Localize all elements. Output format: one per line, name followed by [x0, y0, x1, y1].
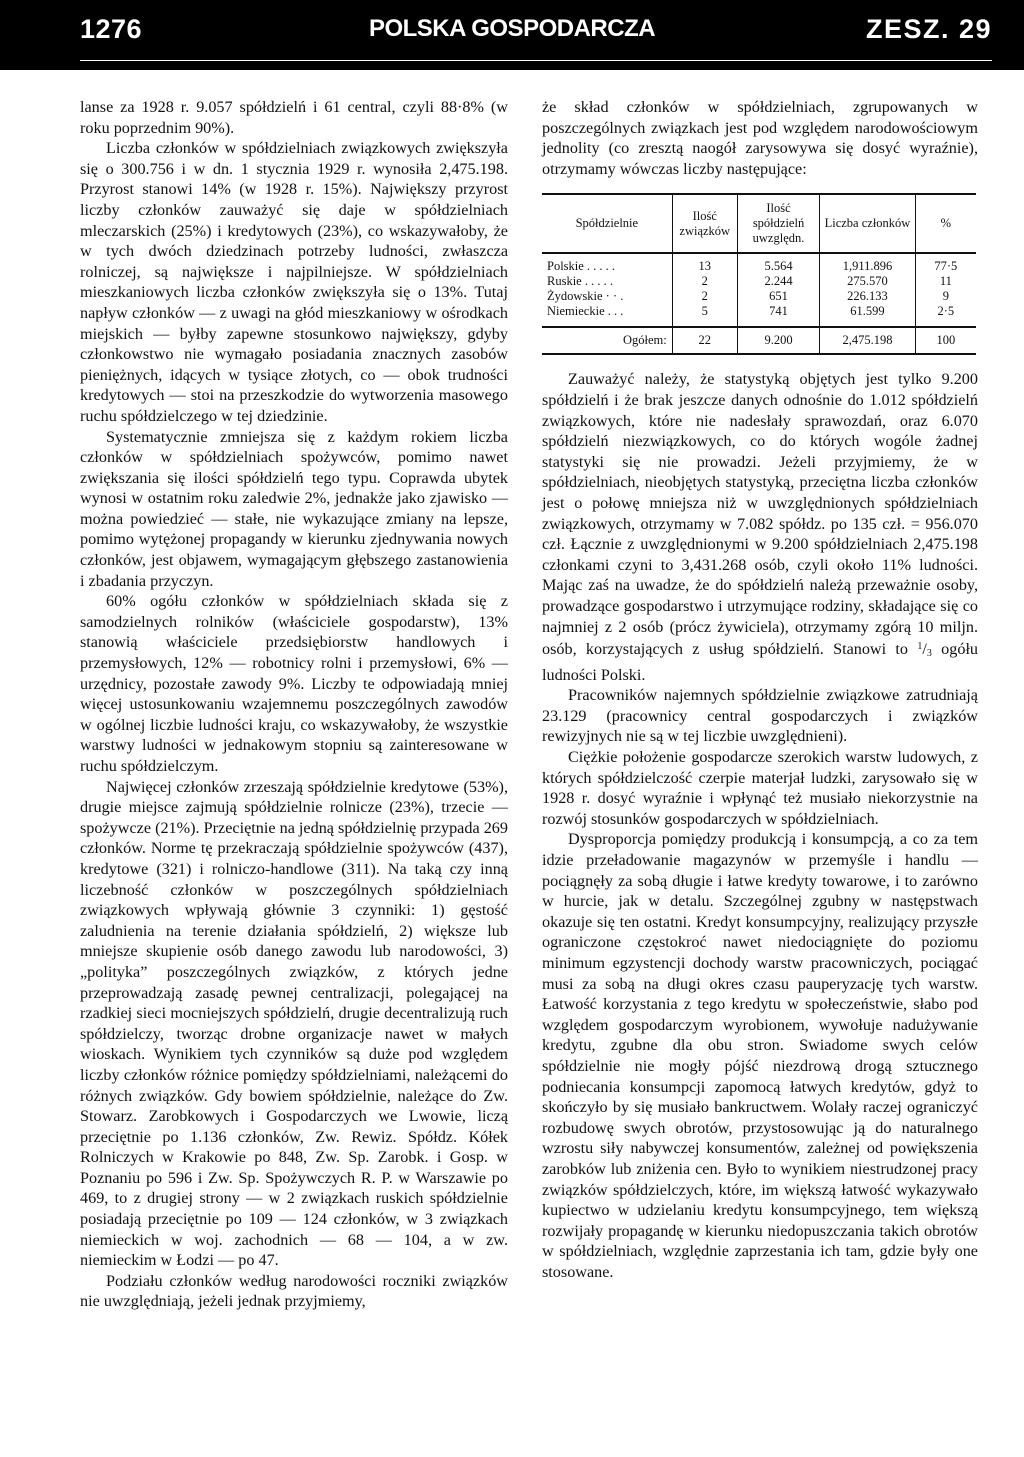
paragraph: Dysproporcja pomiędzy produkcją i konsumpcją, a co za tem idzie przeładowanie magazynów w przemyśle i handlu — pociągnęły za sobą długie i łatwe kredyty towarowe, i to zarówno w hurcie, jak w detalu. Szczególnej zgubny w następstwach okazuje się ten ostatni. Kredyt konsumpcyjny, realizujący przyszłe ograniczone częstokroć nawet niedociągnięte do poziomu minimum egzystencji dochody warstw pracowniczych, pociągać musi za sobą na długi okres czasu pauperyzację tych warstw. Łatwość korzystania z tego kredytu w społeczeństwie, słabo pod względem gospodarczym wyrobionem, wywołuje nadużywanie kredytu, zgubne dla obu stron. Swiadome swych celów spółdzielnie nie mogły pójść niezdrową drogą sztucznego podniecania konsumpcji zapomocą łatwych kredytów, gdyż to skończyło by się musiało bankructwem. Wolały raczej ograniczyć rozbudowę swych obrotów, przystosowując ją do naturalnego wzrostu siły nabywczej konsumentów, zależnej od powiększenia zarobków lub zniżenia cen. Było to wynikiem niestrudzonej pracy związków spółdzielczych, które, im większą łatwość wykazywało kupiectwo w udzielaniu kredytu konsumpcyjnego, tem większą rozwijały propagandę w kierunku niedopuszczania takich obrotów w spółdzielniach, względnie zaprzestania ich tam, gdzie były one stosowane. [542, 830, 978, 1281]
cell-procent: 100 [915, 327, 976, 354]
paragraph: Ciężkie położenie gospodarcze szerokich warstw ludowych, z których spółdzielczość czerpie materjał ludzki, zarysowało się w 1928 r. dosyć wyraźnie i wpłynąć też musiało niekorzystnie na rozwój stosunków gospodarczych w spółdzielniach. [542, 748, 978, 828]
paragraph: lanse za 1928 r. 9.057 spółdzielń i 61 central, czyli 88·8% (w roku poprzednim 90%). [80, 98, 508, 137]
table-row [542, 253, 976, 274]
cell-czlonkowie: 61.599 [820, 304, 915, 327]
paragraph [542, 369, 978, 685]
paragraph: Najwięcej członków zrzeszają spółdzielnie kredytowe (53%), drugie miejsce zajmują spółdzielnie rolnicze (23%), trzecie — spożywcze (21%). Przeciętnie na jedną spółdzielnię przypada 269 członków. Norme tę przekraczają spółdzielnie spożywców (437), kredytowe (321) i rolniczo-handlowe (311). Na taką czy inną liczebność członków w poszczególnych spółdzielniach związkowych wpływają głównie 3 czynniki: 1) gęstość zaludnienia na terenie działania spółdzielń, 2) większe lub mniejsze skupienie osób danego zawodu lub narodowości, 3) „polityka” poszczególnych związków, z których jedne przeprowadzają zasadę pewnej centralizacji, polegającej na rzadkiej sieci mocniejszych spółdzielń, drugie decentralizują ruch spółdzielczy, tworząc drobne organizacje nawet w małych wioskach. Wynikiem tych czynników są duże pod względem liczby członków różnice pomiędzy spółdzielniami, należącemi do różnych związków. Gdy bowiem spółdzielnie, należące do Zw. Stowarz. Zarobkowych i Gospodarczych we Lwowie, liczą przeciętnie po 1.136 członków, Zw. Rewiz. Spółdz. Kółek Rolniczych w Krakowie po 848, Zw. Sp. Zarobk. i Gosp. w Poznaniu po 596 i Zw. Sp. Spożywczych R. P. w Warszawie po 469, to z drugiej strony — w 2 związkach ruskich spółdzielnie posiadają przeciętnie po 109 — 124 członków, w 3 związkach niemieckich w woj. zachodnich — 68 — 104, a w zw. niemieckim w Łodzi — po 47. [80, 777, 508, 1270]
cell-procent: 2·5 [915, 304, 976, 327]
header-rule [80, 60, 992, 61]
cell-zwiazki: 2 [672, 274, 737, 289]
table-row [542, 304, 976, 327]
cell-name: Niemieckie . . . [547, 304, 624, 319]
cell-zwiazki: 13 [672, 253, 737, 274]
cell-zwiazki: 2 [672, 289, 737, 304]
cell-zwiazki: 22 [672, 327, 737, 354]
fraction-numerator: 1 [917, 641, 923, 653]
cell-czlonkowie: 1,911.896 [820, 253, 915, 274]
cell-name: Ruskie . . . . . [547, 274, 613, 289]
cell-czlonkowie: 275.570 [820, 274, 915, 289]
paragraph: 60% ogółu członków w spółdzielniach składa się z samodzielnych rolników (właściciele gospodarstw), 13% stanowią właściciele przedsiębiorstw handlowych i przemysłowych, 12% — robotnicy rolni i przemysłowi, 6% — urzędnicy, pozostałe zawody 9%. Liczby te odpowiadają mniej więcej ustosunkowaniu wzajemnemu poszczególnych zawodów w ogólnej liczbie ludności kraju, co wskazywałoby, że wszystkie warstwy ludności w jednakowym stopniu są zainteresowane w ruchu spółdzielczym. [80, 592, 508, 775]
cell-name: Polskie . . . . . [547, 259, 616, 274]
issue-label: ZESZ. 29 [865, 14, 992, 44]
cell-spoldzielnie: 651 [737, 289, 819, 304]
right-column [542, 97, 978, 1283]
cell-procent: 77·5 [915, 253, 976, 274]
header-procent: % [915, 194, 976, 253]
header-spoldzielnie: Spółdzielnie [542, 194, 672, 253]
cell-spoldzielnie: 2.244 [737, 274, 819, 289]
table-total-row [542, 327, 976, 354]
table-header-row [542, 194, 976, 253]
page-number: 1276 [80, 14, 143, 44]
journal-title: POLSKA GOSPODARCZA [368, 15, 656, 42]
paragraph: że skład członków w spółdzielniach, zgrupowanych w poszczególnych związkach jest pod względem narodowościowym jednolity (co zresztą naogół zarysowywa się dosyć wyraźnie), otrzymamy wówczas liczby następujące: [542, 98, 978, 178]
fraction-denominator: 3 [926, 648, 932, 660]
paragraph-text: Zauważyć należy, że statystyką objętych jest tylko 9.200 spółdzielń i że brak jeszcze danych odnośnie do 1.012 spółdzielń związkowych, które nie nadesłały sprawozdań, oraz 6.070 spółdzielń niezwiązkowych, co do których wogóle żadnej statystyki się nie prowadzi. Jeżeli przyjmiemy, że w spółdzielniach, nieobjętych statystyką, przeciętna liczba członków jest o połowę mniejsza niż w uwzględnionych spółdzielniach związkowych, otrzymamy w 7.082 spółdz. po 135 czł. = 956.070 czł. Łącznie z uwzględnionymi w 9.200 spółdzielniach 2,475.198 członkami czyni to 3,431.268 osób, czyli około 11% ludności. Mając zaś na uwadze, że do spółdzielń należą przeważnie osoby, prowadzące gospodarstwo i utrzymujące rodziny, składające się co najmniej z 2 osób (prócz żywiciela), otrzymamy zgórą 10 miljn. osób, korzystających z usług spółdzielń. Stanowi to [542, 370, 978, 659]
page-header [0, 0, 1024, 70]
cell-total-label: Ogółem: [542, 327, 672, 354]
cell-spoldzielnie: 741 [737, 304, 819, 327]
cell-name: Żydowskie · · . [547, 289, 624, 304]
fraction: $^1$/3 [917, 640, 932, 660]
cell-czlonkowie: 226.133 [820, 289, 915, 304]
cell-spoldzielnie: 9.200 [737, 327, 819, 354]
header-ilosc-zwiazkow: Ilość związków [672, 194, 737, 253]
cell-spoldzielnie: 5.564 [737, 253, 819, 274]
cell-procent: 9 [915, 289, 976, 304]
table-row [542, 274, 976, 289]
header-ilosc-spoldzielni: Ilość spółdzielń uwzględn. [737, 194, 819, 253]
cell-procent: 11 [915, 274, 976, 289]
cell-czlonkowie: 2,475.198 [820, 327, 915, 354]
paragraph: Systematycznie zmniejsza się z każdym rokiem liczba członków w spółdzielniach spożywców, pomimo nawet zwiększania się ilości spółdzielń tego typu. Coprawda ubytek wynosi w ostatnim roku zaledwie 2%, jednakże jako zjawisko — można powiedzieć — stałe, nie wykazujące zmiany na lepsze, pomimo wytężonej propagandy w kierunku zjednywania nowych członków, jest objawem, wymagającym głębszego zastanowienia i zbadania przyczyn. [80, 427, 508, 590]
paragraph: Podziału członków według narodowości roczniki związków nie uwzględniają, jeżeli jednak przyjmiemy, [80, 1271, 508, 1311]
header-liczba-czlonkow: Liczba członków [820, 194, 915, 253]
paragraph-text: ogółu ludności Polski. [542, 640, 979, 684]
paragraph: Liczba członków w spółdzielniach związkowych zwiększyła się o 300.756 i w dn. 1 stycznia 1929 r. wynosiła 2,475.198. Przyrost stanowi 14% (w 1928 r. 15%). Największy przyrost liczby członków zauważyć się daje w spółdzielniach mleczarskich (25%) i kredytowych (23%), co wskazywałoby, że w tych dwóch dziedzinach potrzeby ludności, zwłaszcza rolniczej, są największe i najpilniejsze. W spółdzielniach mieszkaniowych liczba członków zwiększyła się o 13%. Tutaj napływ członków — z uwagi na głód mieszkaniowy w ośrodkach miejskich — byłby zapewne stosunkowo największy, gdyby członkowstwo nie wymagało posiadania znacznych zasobów pieniężnych, idących w tysiące złotych, co — obok trudności kredytowych — stoi na przeszkodzie do wytworzenia masowego ruchu spółdzielczego w tej dziedzinie. [80, 139, 508, 425]
cooperatives-table [542, 193, 976, 355]
cell-zwiazki: 5 [672, 304, 737, 327]
paragraph: Pracowników najemnych spółdzielnie związkowe zatrudniają 23.129 (pracownicy central gospodarczych i związków rewizyjnych nie są w tej liczbie uwzględnieni). [542, 686, 978, 746]
table-row [542, 289, 976, 304]
left-column [80, 97, 508, 1312]
